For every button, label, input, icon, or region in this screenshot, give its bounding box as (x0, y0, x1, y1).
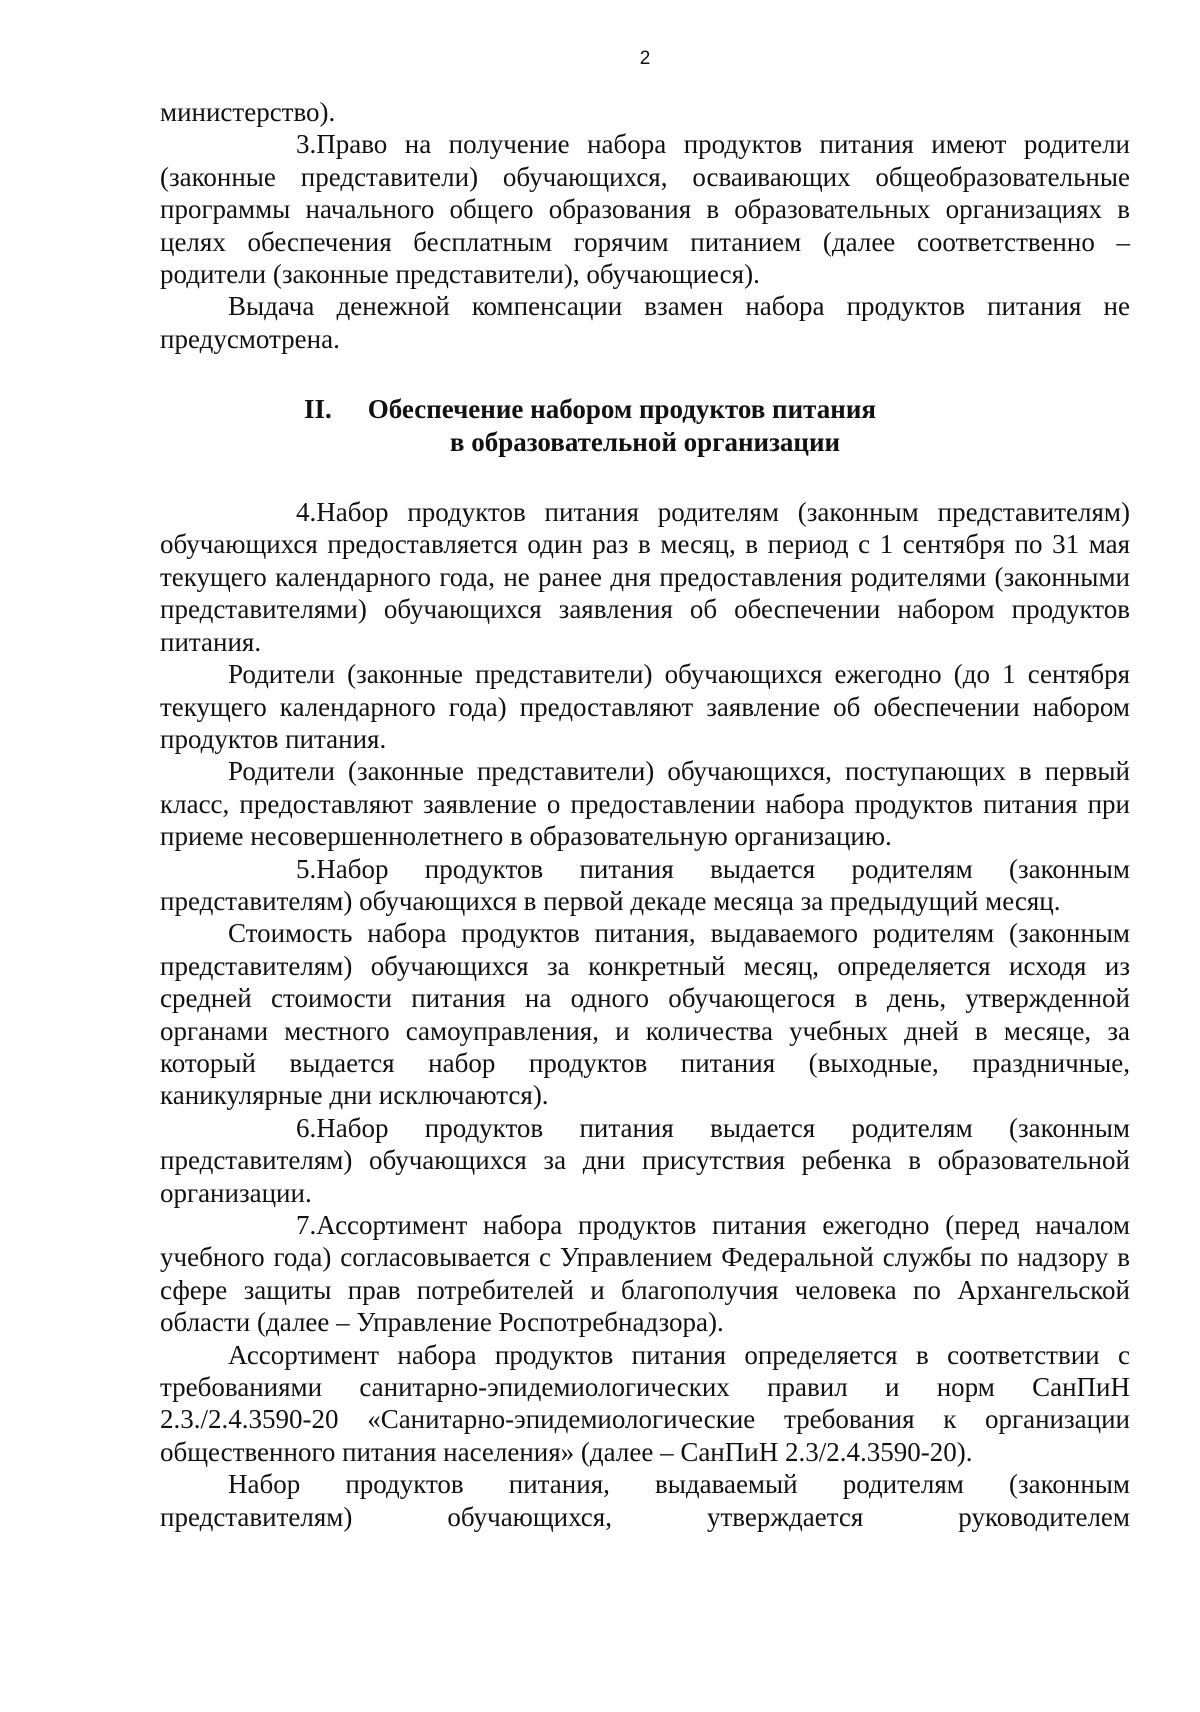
paragraph: Стоимость набора продуктов питания, выдаваемого родителям (законным представителям) обучающихся за конкретный месяц, определяется исходя из средней стоимости питания на одного обучающегося в день, утвержденной органами местного самоуправления, и количества учебных дней в месяце, за который выдается набор продуктов питания (выходные, праздничные, каникулярные дни исключаются). (160, 918, 1130, 1111)
paragraph-item-4 (160, 496, 1130, 658)
item-number: 3. (296, 129, 317, 160)
item-number: 5. (296, 853, 317, 884)
item-text: Ассортимент набора продуктов питания ежегодно (перед началом учебного года) согласовывается с Управлением Федеральной службы по надзору в сфере защиты прав потребителей и благополучия человека по Архангельской области (далее – Управление Роспотребнадзора). (160, 1210, 1130, 1338)
paragraph: Родители (законные представители) обучающихся ежегодно (до 1 сентября текущего календарного года) предоставляют заявление об обеспечении набором продуктов питания. (160, 659, 1130, 754)
item-number: 6. (296, 1112, 317, 1143)
paragraph: Набор продуктов питания, выдаваемый родителям (законным представителям) обучающихся, утверждается руководителем (160, 1469, 1130, 1532)
paragraph: Родители (законные представители) обучающихся, поступающих в первый класс, предоставляют заявление о предоставлении набора продуктов питания при приеме несовершеннолетнего в образовательную организацию. (160, 756, 1130, 852)
section-title-line-2: в образовательной организации (449, 426, 841, 457)
item-text: Набор продуктов питания выдается родителям (законным представителям) обучающихся в первой декаде месяца за предыдущий месяц. (160, 853, 1130, 916)
document-body (160, 96, 1130, 1533)
section-title-line-1: Обеспечение набором продуктов питания (367, 394, 876, 425)
paragraph-item-3 (160, 128, 1130, 290)
paragraph: министерство). (160, 97, 336, 127)
section-number: II. (304, 394, 332, 425)
item-text: Набор продуктов питания выдается родителям (законным представителям) обучающихся за дни присутствия ребенка в образовательной организации. (160, 1112, 1130, 1208)
item-number: 4. (296, 497, 317, 528)
paragraph-item-7 (160, 1209, 1130, 1339)
item-number: 7. (296, 1210, 317, 1240)
paragraph-item-6 (160, 1112, 1130, 1209)
item-text: Право на получение набора продуктов питания имеют родители (законные представители) обучающихся, осваивающих общеобразовательные программы начального общего образования в образовательных организациях в целях обеспечения бесплатным горячим питанием (далее соответственно – родители (законные представители), обучающиеся). (160, 129, 1130, 290)
page-number: 2 (639, 48, 651, 69)
item-text: Набор продуктов питания родителям (законным представителям) обучающихся предоставляется один раз в месяц, в период с 1 сентября по 31 мая текущего календарного года, не ранее дня предоставления родителями (законными представителями) обучающихся заявления об обеспечении набором продуктов питания. (160, 497, 1130, 657)
section-heading (160, 393, 1130, 458)
paragraph: Ассортимент набора продуктов питания определяется в соответствии с требованиями санитарно-эпидемиологических правил и норм СанПиН 2.3./2.4.3590-20 «Санитарно-эпидемиологические требования к организации общественного питания населения» (далее – СанПиН 2.3/2.4.3590-20). (160, 1339, 1130, 1467)
paragraph-item-5 (160, 853, 1130, 918)
paragraph: Выдача денежной компенсации взамен набора продуктов питания не предусмотрена. (160, 291, 1130, 354)
